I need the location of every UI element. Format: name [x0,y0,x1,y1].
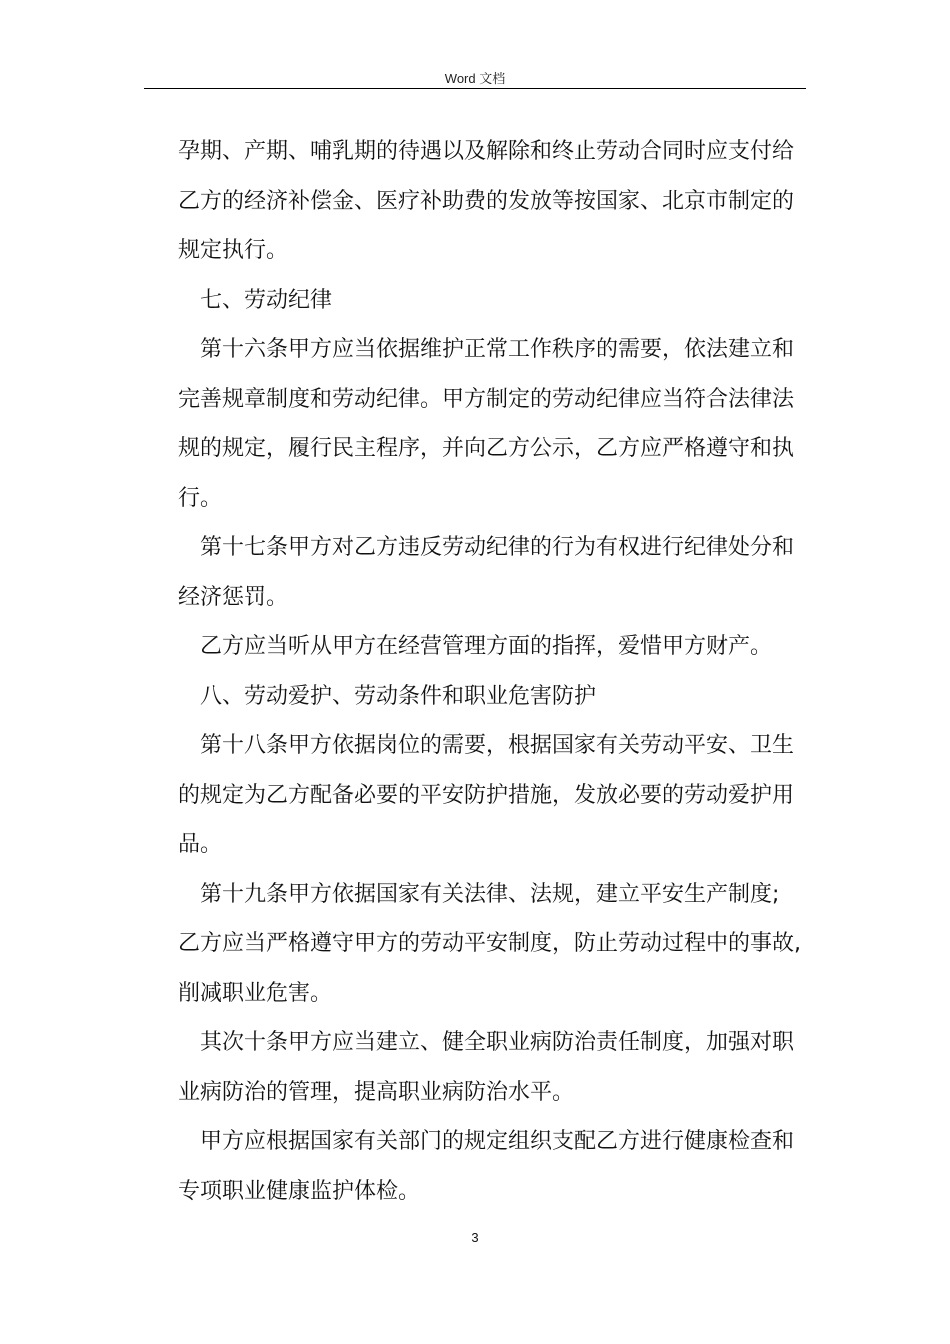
paragraph [178,127,818,276]
text-line: 经济惩罚。 [178,584,289,610]
paragraph [178,870,818,1019]
text-line: 品。 [178,832,223,857]
text-line: 的规定为乙方配备必要的平安防护措施，发放必要的劳动爱护用 [178,782,795,808]
page-number: 3 [471,1230,479,1245]
document-body [178,127,818,1216]
text-line: 规的规定，履行民主程序，并向乙方公示，乙方应严格遵守和执 [178,436,795,461]
text-line: 第十八条甲方依据岗位的需要，根据国家有关劳动平安、卫生 [200,733,795,758]
text-line: 甲方应根据国家有关部门的规定组织支配乙方进行健康检查和 [200,1129,795,1154]
text-line: 七、劳动纪律 [200,287,333,313]
paragraph [178,1018,818,1117]
paragraph [178,523,818,622]
text-line: 削减职业危害。 [178,980,333,1006]
paragraph [178,325,818,523]
text-line: 业病防治的管理，提高职业病防治水平。 [178,1079,575,1105]
page-header: Word 文档 [444,71,506,86]
text-line: 完善规章制度和劳动纪律。甲方制定的劳动纪律应当符合法律法 [178,386,795,412]
text-line: 规定执行。 [178,238,289,263]
text-line: 行。 [178,485,223,511]
text-line: 专项职业健康监护体检。 [178,1178,421,1204]
header-rule [144,88,806,89]
text-line: 乙方应当听从甲方在经营管理方面的指挥，爱惜甲方财产。 [200,634,773,659]
paragraph [178,276,818,326]
paragraph [178,622,818,672]
text-line: 孕期、产期、哺乳期的待遇以及解除和终止劳动合同时应支付给 [178,139,795,164]
paragraph [178,672,818,722]
text-line: 其次十条甲方应当建立、健全职业病防治责任制度，加强对职 [200,1030,795,1055]
text-line: 第十六条甲方应当依据维护正常工作秩序的需要，依法建立和 [200,337,795,362]
text-line: 第十七条甲方对乙方违反劳动纪律的行为有权进行纪律处分和 [200,535,795,560]
text-line: 八、劳动爱护、劳动条件和职业危害防护 [200,683,597,709]
text-line: 乙方应当严格遵守甲方的劳动平安制度，防止劳动过程中的事故, [178,931,801,956]
text-line: 乙方的经济补偿金、医疗补助费的发放等按国家、北京市制定的 [178,188,795,214]
paragraph [178,1117,818,1216]
paragraph [178,721,818,870]
text-line: 第十九条甲方依据国家有关法律、法规，建立平安生产制度; [200,881,780,907]
